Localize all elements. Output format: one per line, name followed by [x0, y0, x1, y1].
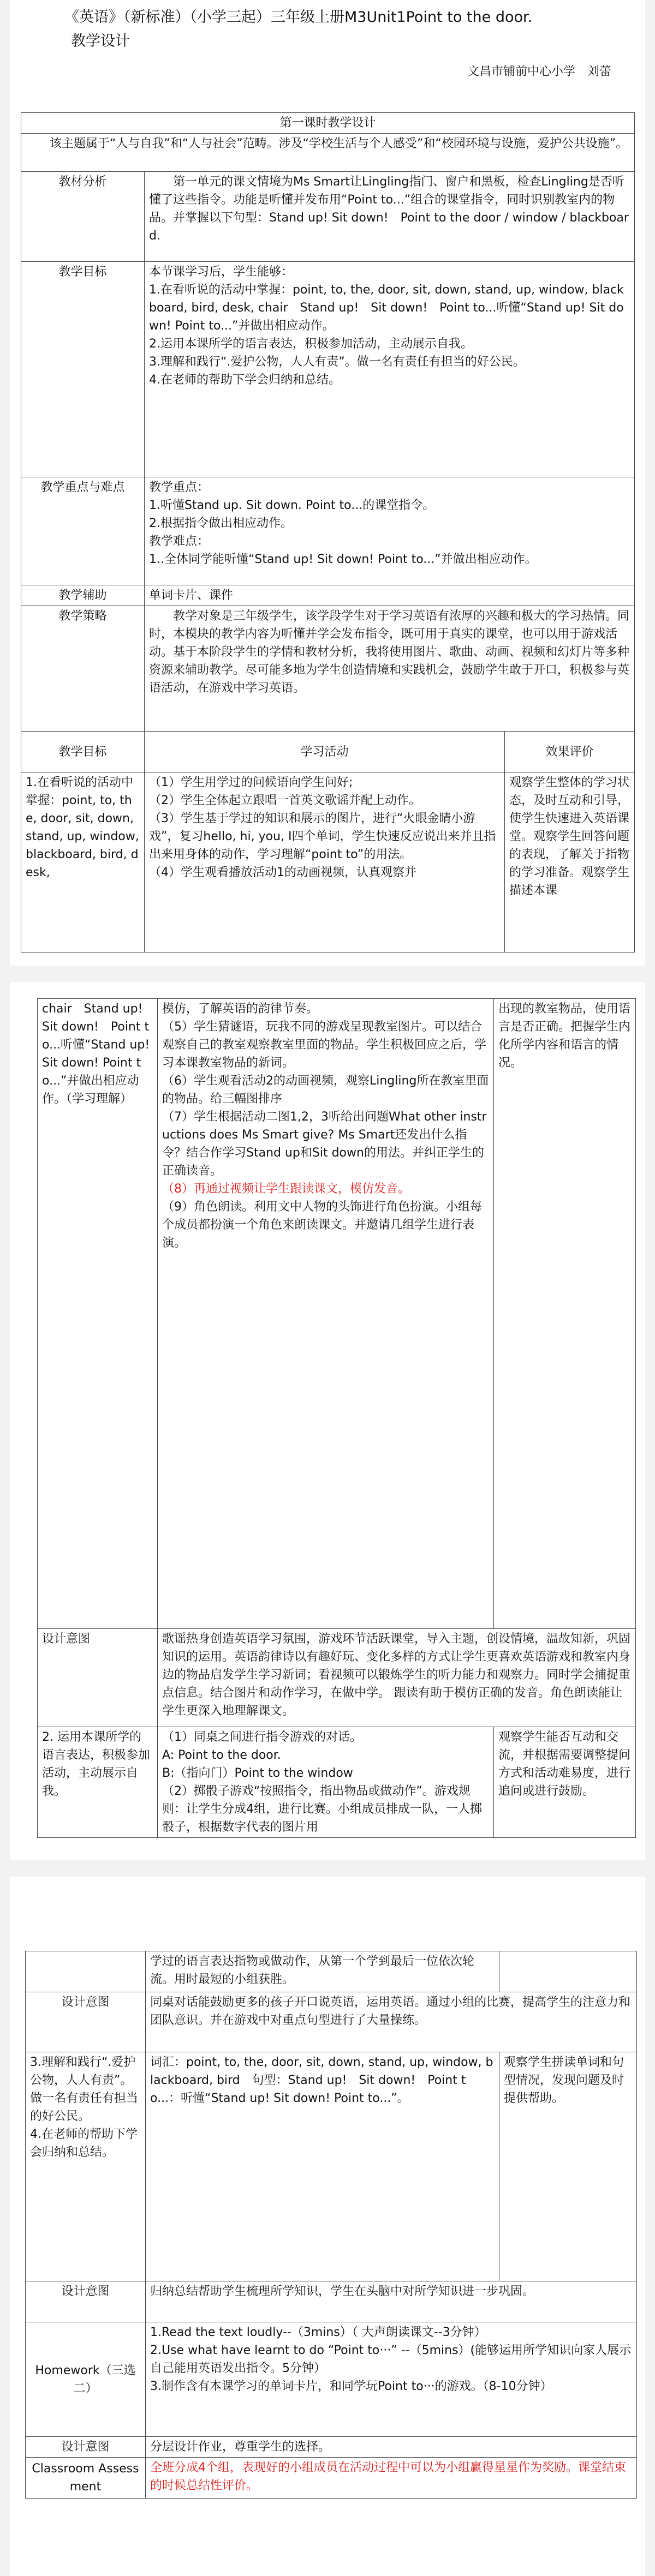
goal-blank-cell — [26, 1951, 146, 1992]
evaluation-cell: 观察学生整体的学习状态，及时互动和引导，使学生快速进入英语课堂。观察学生回答问题的表现，了解关于指物的学习准备。观察学生描述本课 — [505, 772, 635, 952]
title-line-1: 《英语》（新标准）（小学三起）三年级上册M3Unit1Point to the door. — [64, 9, 533, 26]
activity-item: B:（指向门）Point to the window — [162, 1766, 353, 1780]
key-points-line: 1..全体同学能听懂“Stand up! Sit down! Point to...”并做出相应动作。 — [149, 553, 537, 566]
activity-item: （9）角色朗读。利用文中人物的头饰进行角色扮演。小组每个成员都扮演一个角色来朗读课文。并邀请几组学生进行表演。 — [162, 1200, 482, 1250]
goals-line: 4.在老师的帮助下学会归纳和总结。 — [149, 373, 341, 387]
goals-line: 1.在看听说的活动中掌握：point, to, the, door, sit, down, stand, up, window, blackboard, bird, desk, chair Stand up! Sit down! Point to...听懂“Stand up! Sit down! Point to...”并做出相应动作。 — [149, 283, 624, 333]
teaching-aids-label: 教学辅助 — [21, 585, 145, 606]
homework-content — [146, 2322, 637, 2437]
activity-goal-3-4-cell: 词汇：point, to, the, door, sit, down, stand, up, window, blackboard, bird 句型：Stand up! Sit down! Point to...：听懂“Stand up! Sit down! Point to...”。 — [146, 2052, 499, 2281]
key-points-line: 教学重点： — [149, 481, 210, 494]
design-intent-label: 设计意图 — [38, 1629, 158, 1727]
goal-4-text: 4.在老师的帮助下学会归纳和总结。 — [30, 2128, 138, 2159]
goal-2-cell: 2. 运用本课所学的语言表达，积极参加活动，主动展示自我。 — [38, 1727, 158, 1838]
design-intent-3-content: 归纳总结帮助学生梳理所学知识，学生在头脑中对所学知识进一步巩固。 — [146, 2281, 637, 2322]
design-intent-2-label: 设计意图 — [26, 1992, 146, 2052]
design-intent-2-content: 同桌对话能鼓励更多的孩子开口说英语，运用英语。通过小组的比赛，提高学生的注意力和团队意识。并在游戏中对重点句型进行了大量操练。 — [146, 1992, 637, 2052]
evaluation-goal-3-4-cell: 观察学生拼读单词和句型情况，发现问题及时提供帮助。 — [499, 2052, 637, 2281]
design-intent-4-label: 设计意图 — [26, 2437, 146, 2458]
textbook-analysis-content: 第一单元的课文情境为Ms Smart让Lingling指门、窗户和黑板，检查Lingling是否听懂了这些指令。功能是听懂并发布用“Point to...”组合的课堂指令，同时识别教室内的物品。并掌握以下句型：Stand up! Sit down! Point to the door / window / blackboard. — [145, 172, 635, 262]
goal-3-4-cell — [26, 2052, 146, 2281]
lesson-design-table — [21, 112, 635, 952]
activity-cont-cell: 学过的语言表达指物或做动作，从第一个学到最后一位依次轮流。用时最短的小组获胜。 — [146, 1951, 499, 1992]
page-2 — [10, 982, 645, 1860]
activities-cell — [145, 772, 505, 952]
evaluation-blank-cell — [499, 1951, 637, 1992]
activity-item: （2）学生全体起立跟唱一首英文歌谣并配上动作。 — [149, 794, 421, 807]
page-3 — [10, 1877, 645, 2576]
goal-1-cell-cont: chair Stand up! Sit down! Point to...听懂“Stand up! Sit down! Point to...”并做出相应动作。（学习理解） — [38, 999, 158, 1629]
key-points-label: 教学重点与难点 — [21, 477, 145, 585]
section-title: 第一课时教学设计 — [21, 113, 635, 134]
textbook-analysis-label: 教材分析 — [21, 172, 145, 262]
goal-1-cell: 1.在看听说的活动中掌握：point, to, the, door, sit, down, stand, up, window, blackboard, bird, desk, — [21, 772, 145, 952]
homework-item: 3.制作含有本课学习的单词卡片，和同学玩Point to···的游戏。（8-10分钟） — [150, 2380, 552, 2393]
activity-item: （6）学生观看活动2的动画视频，观察Lingling所在教室里面的物品。给三幅图排序 — [162, 1074, 489, 1106]
header-evaluation: 效果评价 — [505, 732, 635, 772]
activity-item-highlight: （8）再通过视频让学生跟读课文，模仿发音。 — [162, 1182, 410, 1196]
activity-item: 模仿，了解英语的韵律节奏。 — [162, 1002, 319, 1016]
author-line: 文昌市铺前中心小学 刘蕾 — [467, 65, 611, 79]
assessment-label: Classroom Assessment — [26, 2458, 146, 2499]
activity-item: A: Point to the door. — [162, 1748, 281, 1762]
homework-item: 1.Read the text loudly--（3mins）（ 大声朗读课文--3分钟） — [150, 2326, 486, 2339]
activity-item: （4）学生观看播放活动1的动画视频，认真观察并 — [149, 866, 416, 879]
teaching-strategy-label: 教学策略 — [21, 606, 145, 732]
title-line-2: 教学设计 — [71, 33, 130, 50]
homework-item: 2.Use what have learnt to do “Point to···” --（5mins）(能够运用所学知识向家人展示自己能用英语发出指令。5分钟） — [150, 2344, 632, 2375]
theme-intro: 该主题属于“人与自我”和“人与社会”范畴。涉及“学校生活与个人感受”和“校园环境与设施，爱护公共设施”。 — [21, 134, 635, 172]
key-points-line: 2.根据指令做出相应动作。 — [149, 517, 293, 530]
header-activity: 学习活动 — [145, 732, 505, 772]
goals-line: 本节课学习后，学生能够： — [149, 265, 294, 279]
design-intent-4-content: 分层设计作业，尊重学生的选择。 — [146, 2437, 637, 2458]
activity-item: （1）同桌之间进行指令游戏的对话。 — [162, 1730, 362, 1744]
assessment-content: 全班分成4个组，表现好的小组成员在活动过程中可以为小组赢得星星作为奖励。课堂结束的时候总结性评价。 — [146, 2458, 637, 2499]
goal-3-text: 3.理解和践行“.爱护公物，人人有责”。做一名有责任有担当的好公民。 — [30, 2056, 139, 2123]
design-intent-3-label: 设计意图 — [26, 2281, 146, 2322]
teaching-strategy-content: 教学对象是三年级学生，该学段学生对于学习英语有浓厚的兴趣和极大的学习热情。同时，本模块的教学内容为听懂并学会发布指令，既可用于真实的课堂，也可以用于游戏活动。基于本阶段学生的学情和教材分析，我将使用图片、歌曲、动画、视频和幻灯片等多种资源来辅助教学。尽可能多地为学生创造情境和实践机会，鼓励学生敢于开口，积极参与英语活动，在游戏中学习英语。 — [145, 606, 635, 732]
evaluation-cell-cont: 出现的教室物品，使用语言是否正确。把握学生内化所学内容和语言的情况。 — [494, 999, 636, 1629]
key-points-line: 1.听懂Stand up. Sit down. Point to...的课堂指令。 — [149, 499, 435, 512]
teaching-aids-content: 单词卡片、课件 — [145, 585, 635, 606]
key-points-content — [145, 477, 635, 585]
lesson-design-table-end — [25, 1951, 637, 2499]
homework-label: Homework（三选二） — [26, 2322, 146, 2437]
lesson-design-table-cont — [37, 998, 636, 1838]
key-points-line: 教学难点： — [149, 535, 210, 548]
teaching-goals-content — [145, 262, 635, 477]
goals-line: 3.理解和践行“.爱护公物，人人有责”。做一名有责任有担当的好公民。 — [149, 355, 525, 369]
activity-item: （1）学生用学过的问候语向学生问好; — [149, 776, 353, 789]
document-title — [10, 5, 645, 53]
activity-item: （5）学生猜谜语，玩我不同的游戏呈现教室图片。可以结合观察自己的教室观察教室里面的物品。学生积极回应之后，学习本课教室物品的新词。 — [162, 1020, 487, 1070]
header-goal: 教学目标 — [21, 732, 145, 772]
teaching-goals-label: 教学目标 — [21, 262, 145, 477]
evaluation-goal-2-cell: 观察学生能否互动和交流，并根据需要调整提问方式和活动难易度，进行追问或进行鼓励。 — [494, 1727, 636, 1838]
activity-item: （3）学生基于学过的知识和展示的图片，进行“火眼金睛小游戏”，复习hello, hi, you, I四个单词，学生快速反应说出来并且指出来用身体的动作，学习理解“point to”的用法。 — [149, 812, 496, 861]
goals-line: 2.运用本课所学的语言表达，积极参加活动，主动展示自我。 — [149, 337, 473, 351]
design-intent-content: 歌谣热身创造英语学习氛围，游戏环节活跃课堂，导入主题，创设情境，温故知新，巩固知识的运用。英语韵律诗以有趣好玩、变化多样的方式让学生更喜欢英语游戏和教室内身边的物品启发学生学习新词；看视频可以锻炼学生的听力能力和观察力。同时学会捕捉重点信息。结合图片和动作学习，在做中学。 跟读有助于模仿正确的发音。角色朗读能让学生更深入地理解课文。 — [158, 1629, 636, 1727]
activity-item: （2）掷骰子游戏“按照指令，指出物品或做动作”。游戏规则：让学生分成4组，进行比赛。小组成员排成一队，一人掷骰子，根据数字代表的图片用 — [162, 1784, 482, 1834]
activities-goal-2-cell — [158, 1727, 494, 1838]
activity-item: （7）学生根据活动二图1,2，3听给出问题What other instructions does Ms Smart give? Ms Smart还发出什么指令？结合作学习Stand up和Sit down的用法。并纠正学生的正确读音。 — [162, 1110, 487, 1178]
activities-cell-cont — [158, 999, 494, 1629]
page-1 — [10, 0, 645, 966]
